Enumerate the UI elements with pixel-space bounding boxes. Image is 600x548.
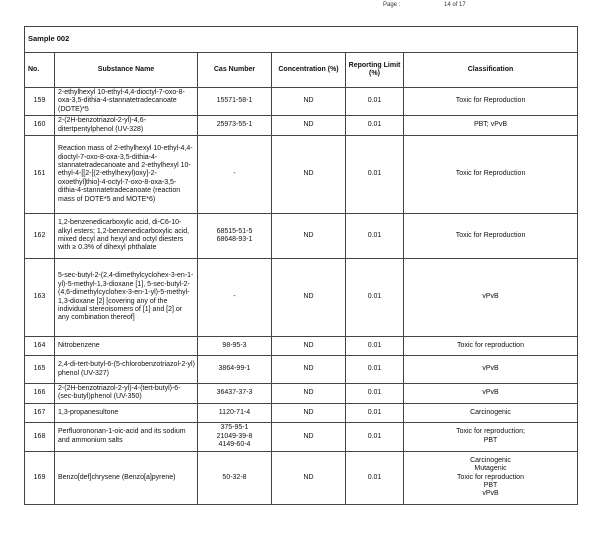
substance-name: Benzo[def]chrysene (Benzo[a]pyrene) — [55, 451, 198, 504]
classification-value: PBT — [483, 482, 498, 490]
col-concentration: Concentration (%) — [272, 53, 346, 88]
concentration: ND — [272, 337, 346, 356]
classification-value: vPvB — [482, 490, 499, 498]
table-row — [25, 116, 578, 136]
classification-value: vPvB — [482, 389, 499, 397]
classification — [404, 422, 578, 451]
cas-value: 68515-51-5 — [216, 227, 253, 235]
classification — [404, 337, 578, 356]
classification — [404, 384, 578, 404]
table-row — [25, 136, 578, 214]
classification — [404, 403, 578, 422]
classification-value: Toxic for reproduction — [457, 473, 524, 481]
table-row — [25, 259, 578, 337]
classification — [404, 116, 578, 136]
reporting-limit: 0.01 — [346, 259, 404, 337]
cas-number — [198, 88, 272, 116]
row-number: 166 — [25, 384, 55, 404]
cas-number — [198, 403, 272, 422]
row-number: 165 — [25, 356, 55, 384]
reporting-limit: 0.01 — [346, 214, 404, 259]
substance-name: 2,4-di-tert-butyl-6-(5-chlorobenzotriazol-2-yl) phenol (UV-327) — [55, 356, 198, 384]
col-substance-name: Substance Name — [55, 53, 198, 88]
cas-number — [198, 116, 272, 136]
cas-value: 98-95-3 — [222, 341, 247, 349]
page-number: 14 of 17 — [444, 2, 466, 8]
substance-name: Reaction mass of 2-ethylhexyl 10-ethyl-4,4-dioctyl-7-oxo-8-oxa-3,5-dithia-4-stannatetradecanoate and 2-ethylhexyl 10-ethyl-4-[[2-[(2-ethylhexyl)oxy]-2-oxoethyl]thio]-4-octyl-7-oxo-8-oxa-3,5-dithia-4-stannatetradecanoate (reaction mass of DOTE*5 and MOTE*6) — [55, 136, 198, 214]
concentration: ND — [272, 356, 346, 384]
cas-number — [198, 356, 272, 384]
substance-name: 2-(2H-benzotriazol-2-yl)-4,6-ditertpentylphenol (UV-328) — [55, 116, 198, 136]
classification — [404, 88, 578, 116]
row-number: 161 — [25, 136, 55, 214]
cas-number — [198, 136, 272, 214]
row-number: 169 — [25, 451, 55, 504]
cas-number — [198, 384, 272, 404]
concentration: ND — [272, 116, 346, 136]
table-row — [25, 88, 578, 116]
classification-value: Toxic for Reproduction — [455, 170, 526, 178]
classification — [404, 451, 578, 504]
cas-value: - — [233, 293, 236, 301]
reporting-limit: 0.01 — [346, 422, 404, 451]
substance-name: 2-ethylhexyl 10-ethyl-4,4-dioctyl-7-oxo-8-oxa-3,5-dithia-4-stannatetradecanoate (DOTE)*5 — [55, 88, 198, 116]
cas-number — [198, 422, 272, 451]
table-row — [25, 451, 578, 504]
table-row — [25, 337, 578, 356]
cas-value: 68648-93-1 — [216, 236, 253, 244]
concentration: ND — [272, 214, 346, 259]
substance-table — [24, 26, 578, 505]
concentration: ND — [272, 451, 346, 504]
reporting-limit: 0.01 — [346, 403, 404, 422]
classification — [404, 356, 578, 384]
substance-name: Nitrobenzene — [55, 337, 198, 356]
row-number: 160 — [25, 116, 55, 136]
substance-name: 2-(2H-benzotriazol-2-yl)-4-(tert-butyl)-6-(sec-butyl)phenol (UV-350) — [55, 384, 198, 404]
col-no: No. — [25, 53, 55, 88]
concentration: ND — [272, 403, 346, 422]
classification — [404, 214, 578, 259]
cas-value: 3864-99-1 — [218, 365, 251, 373]
concentration: ND — [272, 259, 346, 337]
cas-value: 25973-55-1 — [216, 121, 253, 129]
table-row — [25, 356, 578, 384]
page-label: Page : — [383, 2, 401, 8]
cas-value: 50-32-8 — [222, 473, 247, 481]
classification-value: Carcinogenic — [470, 456, 511, 464]
substance-name: 1,2-benzenedicarboxylic acid, di-C6-10-alkyl esters; 1,2-benzenedicarboxylic acid, mixed decyl and hexyl and octyl diesters with ≥ 0.3% of dihexyl phthalate — [55, 214, 198, 259]
concentration: ND — [272, 88, 346, 116]
row-number: 168 — [25, 422, 55, 451]
concentration: ND — [272, 422, 346, 451]
cas-value: 36437-37-3 — [216, 389, 253, 397]
cas-value: - — [233, 170, 236, 178]
reporting-limit: 0.01 — [346, 451, 404, 504]
cas-value: 21049-39-8 — [216, 432, 253, 440]
row-number: 159 — [25, 88, 55, 116]
page-indicator — [383, 2, 466, 8]
classification — [404, 136, 578, 214]
cas-value: 4149-60-4 — [218, 441, 251, 449]
row-number: 167 — [25, 403, 55, 422]
row-number: 162 — [25, 214, 55, 259]
concentration: ND — [272, 384, 346, 404]
row-number: 163 — [25, 259, 55, 337]
table-row — [25, 214, 578, 259]
classification-value: Mutagenic — [474, 465, 507, 473]
sample-title: Sample 002 — [25, 27, 578, 53]
reporting-limit: 0.01 — [346, 136, 404, 214]
reporting-limit: 0.01 — [346, 116, 404, 136]
cas-number — [198, 214, 272, 259]
classification-value: PBT — [483, 436, 498, 444]
row-number: 164 — [25, 337, 55, 356]
classification-value: vPvB — [482, 293, 499, 301]
reporting-limit: 0.01 — [346, 88, 404, 116]
classification-value: PBT; vPvB — [473, 121, 508, 129]
cas-value: 15571-58-1 — [216, 97, 253, 105]
cas-number — [198, 259, 272, 337]
classification-value: Carcinogenic — [470, 408, 511, 416]
classification-value: vPvB — [482, 365, 499, 373]
cas-number — [198, 451, 272, 504]
reporting-limit: 0.01 — [346, 337, 404, 356]
table-row — [25, 422, 578, 451]
classification-value: Toxic for reproduction — [457, 341, 524, 349]
table-row — [25, 403, 578, 422]
concentration: ND — [272, 136, 346, 214]
cas-number — [198, 337, 272, 356]
col-classification: Classification — [404, 53, 578, 88]
cas-value: 375-95-1 — [220, 424, 249, 432]
classification-value: Toxic for Reproduction — [455, 97, 526, 105]
reporting-limit: 0.01 — [346, 384, 404, 404]
reporting-limit: 0.01 — [346, 356, 404, 384]
col-reporting-limit: Reporting Limit (%) — [346, 53, 404, 88]
table-header — [25, 53, 578, 88]
classification-value: Toxic for Reproduction — [455, 231, 526, 239]
classification-value: Toxic for reproduction; — [456, 428, 525, 436]
substance-name: Perfluorononan-1-oic-acid and its sodium and ammonium salts — [55, 422, 198, 451]
col-cas-number: Cas Number — [198, 53, 272, 88]
cas-value: 1120-71-4 — [218, 408, 251, 416]
table-row — [25, 384, 578, 404]
substance-name: 1,3-propanesultone — [55, 403, 198, 422]
classification — [404, 259, 578, 337]
substance-name: 5-sec-butyl-2-(2,4-dimethylcyclohex-3-en-1-yl)-5-methyl-1,3-dioxane [1], 5-sec-butyl-2-(4,6-dimethylcyclohex-3-en-1-yl)-5-methyl-1,3-dioxane [2] [covering any of the individual stereoisomers of [1] and [2] or any combination thereof] — [55, 259, 198, 337]
